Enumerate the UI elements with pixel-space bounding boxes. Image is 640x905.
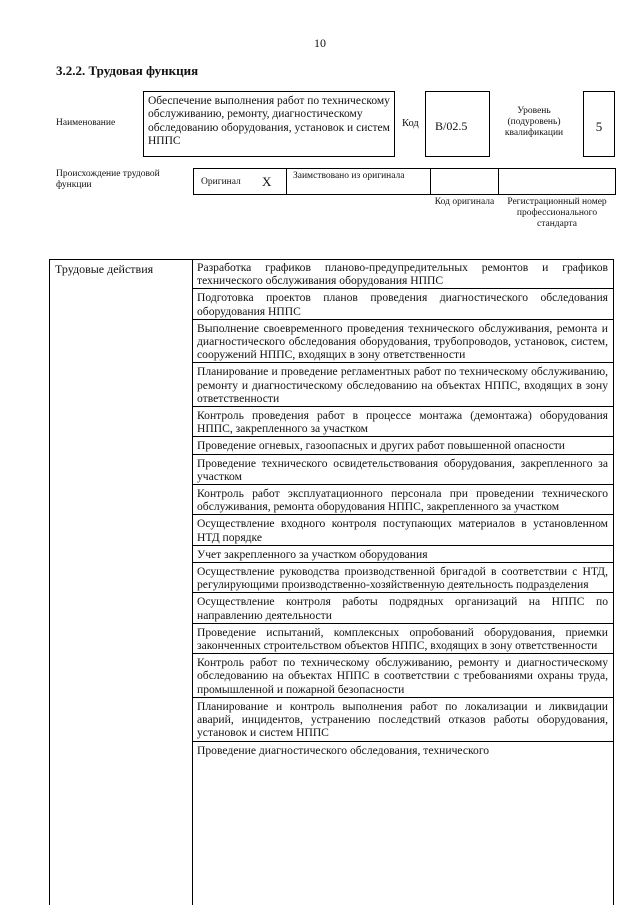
original-label: Оригинал xyxy=(201,177,241,187)
borrowed-label: Заимствовано из оригинала xyxy=(293,171,405,181)
registration-number-caption: Регистрационный номер профессионального стандарта xyxy=(507,197,607,229)
name-label: Наименование xyxy=(56,118,116,128)
labor-action-item: Выполнение своевременного проведения технического обслуживания, ремонта и диагностического обследования оборудования, трубопроводов, установок, систем, сооружений НППС, входящих в зону ответственности xyxy=(192,320,614,364)
labor-action-item: Проведение испытаний, комплексных опробований оборудования, приемки законченных строительством объектов НППС, входящих в зону ответственности xyxy=(192,624,614,654)
labor-action-item: Планирование и проведение регламентных работ по техническому обслуживанию, ремонту и диагностическому обследованию на объектах НППС, входящих в зону ответственности xyxy=(192,363,614,407)
labor-action-item: Планирование и контроль выполнения работ по локализации и ликвидации аварий, инцидентов, устранению последствий отказов работы оборудования, установок и систем НППС xyxy=(192,698,614,742)
labor-action-item: Проведение технического освидетельствования оборудования, закрепленного за участком xyxy=(192,455,614,485)
code-original-caption: Код оригинала xyxy=(434,197,495,207)
labor-action-item: Осуществление входного контроля поступающих материалов в установленном НТД порядке xyxy=(192,515,614,545)
function-name-box xyxy=(143,91,395,157)
level-box xyxy=(583,91,615,157)
labor-actions-label: Трудовые действия xyxy=(55,262,154,276)
page-number: 10 xyxy=(314,36,326,50)
origin-cell-code xyxy=(430,168,499,195)
labor-action-item: Осуществление контроля работы подрядных организаций на НППС по направлению деятельности xyxy=(192,593,614,623)
labor-action-item: Проведение огневых, газоопасных и других работ повышенной опасности xyxy=(192,437,614,454)
labor-action-item: Подготовка проектов планов проведения диагностического обследования оборудования НППС xyxy=(192,289,614,319)
code-value: В/02.5 xyxy=(435,119,468,133)
labor-action-item: Проведение диагностического обследования, технического xyxy=(197,743,490,757)
level-label: Уровень (подуровень) квалификации xyxy=(504,106,564,138)
code-box xyxy=(425,91,490,157)
labor-action-item: Контроль работ по техническому обслуживанию, ремонту и диагностическому обследованию на объектах НППС в соответствии с требованиями охраны труда, промышленной и пожарной безопасности xyxy=(192,654,614,698)
labor-action-item: Разработка графиков планово-предупредительных ремонтов и графиков технического обслуживания оборудования НППС xyxy=(192,259,614,289)
section-heading: 3.2.2. Трудовая функция xyxy=(56,63,199,78)
labor-action-item: Контроль проведения работ в процессе монтажа (демонтажа) оборудования НППС, закрепленного за участком xyxy=(192,407,614,437)
original-mark: X xyxy=(262,174,272,189)
origin-cell-reg-number xyxy=(498,168,616,195)
code-label: Код xyxy=(402,118,419,129)
labor-action-item: Контроль работ эксплуатационного персонала при проведении технического обслуживания, ремонта оборудования НППС, закрепленного за участком xyxy=(192,485,614,515)
level-value: 5 xyxy=(595,119,603,134)
labor-action-item: Учет закрепленного за участком оборудования xyxy=(192,546,614,563)
labor-action-item: Осуществление руководства производственной бригадой в соответствии с НТД, регулирующими производственно-хозяйственную деятельность подразделения xyxy=(192,563,614,593)
origin-label: Происхождение трудовой функции xyxy=(56,169,160,190)
function-name-value: Обеспечение выполнения работ по техническому обслуживанию, ремонту, диагностическому обследованию оборудования, установок и систем НППС xyxy=(148,95,390,148)
labor-actions-list xyxy=(192,259,614,758)
